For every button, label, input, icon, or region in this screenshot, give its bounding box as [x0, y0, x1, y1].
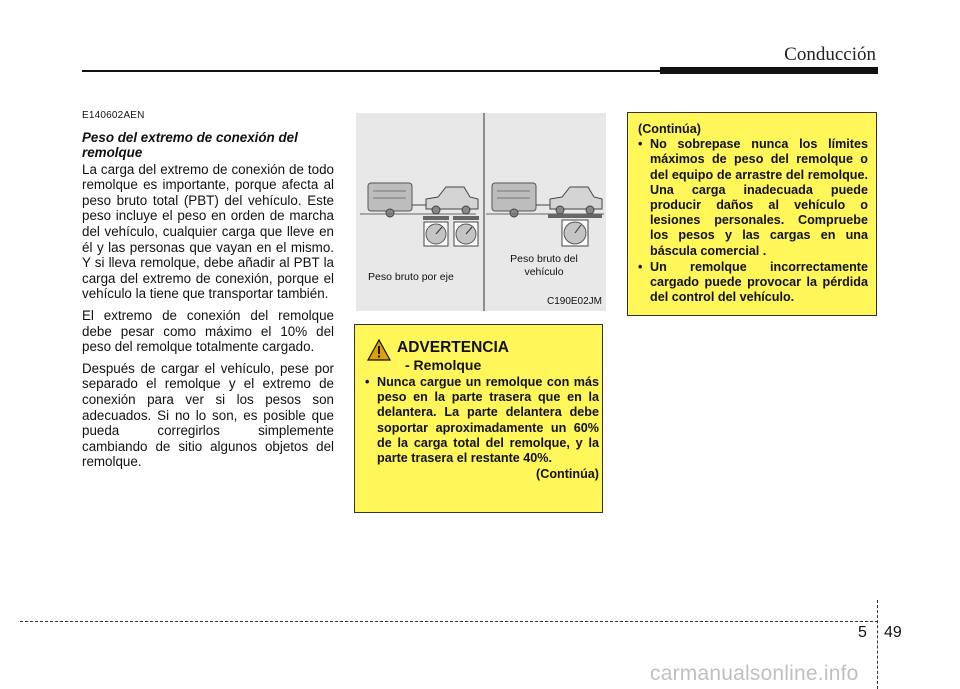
page-number: 49: [884, 624, 902, 641]
paragraph-1: La carga del extremo de conexión de todo remolque es importante, porque afecta al peso bruto total (PBT) del vehículo. Este peso incluye el peso en orden de marcha del vehículo, cualquier carga que lleve en él y las personas que vayan en el mismo. Y si lleva remolque, debe añadir al PBT la carga del extremo de conexión, porque el vehículo la tiene que transportar también.: [82, 161, 334, 302]
warning-title: ADVERTENCIA: [397, 339, 509, 356]
warning-subtitle: - Remolque: [405, 357, 482, 373]
chapter-number: 5: [858, 624, 867, 641]
label-gross-vehicle-weight: Peso bruto del vehículo: [510, 253, 578, 278]
bullet-icon: •: [638, 259, 643, 274]
warning-bullet: • Nunca cargue un remolque con más peso en la parte trasera que en la delantera. La parte delantera debe soportar aproximadamente un 60% de la carga total del remolque, y la parte trasera el restante 40%.: [365, 375, 599, 466]
bullet-icon: •: [365, 375, 370, 389]
warning-box: [354, 324, 603, 513]
weight-figure: [356, 113, 606, 311]
bullet-icon: •: [638, 137, 643, 152]
watermark: carmanualsonline.info: [650, 662, 859, 685]
footer-rule: [20, 621, 878, 622]
subheading: Peso del extremo de conexión del remolque: [82, 129, 298, 160]
paragraph-3: Después de cargar el vehículo, pese por separado el remolque y el extremo de conexión para ver si los pesos son adecuados. Si no lo son, es posible que pueda corregirlos simplemente cambiando de sitio algunos objetos del remolque.: [82, 360, 334, 470]
continued-heading: (Continúa): [638, 122, 701, 136]
page-divider: [877, 600, 878, 689]
section-code: E140602AEN: [82, 110, 145, 121]
warning-continues: (Continúa): [536, 467, 599, 482]
continued-bullet-1: • No sobrepase nunca los límites máximos de peso del remolque o del equipo de arrastre del remolque. Una carga inadecuada puede producir daños al vehículo o lesiones personales. Compruebe los pesos y las cargas en una báscula comercial .: [638, 137, 868, 258]
paragraph-2: El extremo de conexión del remolque debe pesar como máximo el 10% del peso del remolque totalmente cargado.: [82, 307, 334, 355]
header-rule: [82, 70, 660, 72]
warning-triangle-icon: [367, 339, 391, 361]
label-axle-weight: Peso bruto por eje: [368, 271, 454, 283]
continued-warning-box: [627, 112, 877, 316]
figure-code: C190E02JM: [546, 296, 602, 307]
continued-bullet-2: • Un remolque incorrectamente cargado puede provocar la pérdida del control del vehículo.: [638, 259, 868, 305]
left-column: [82, 108, 334, 476]
header-bar: [660, 67, 878, 74]
section-title: Conducción: [784, 44, 876, 65]
